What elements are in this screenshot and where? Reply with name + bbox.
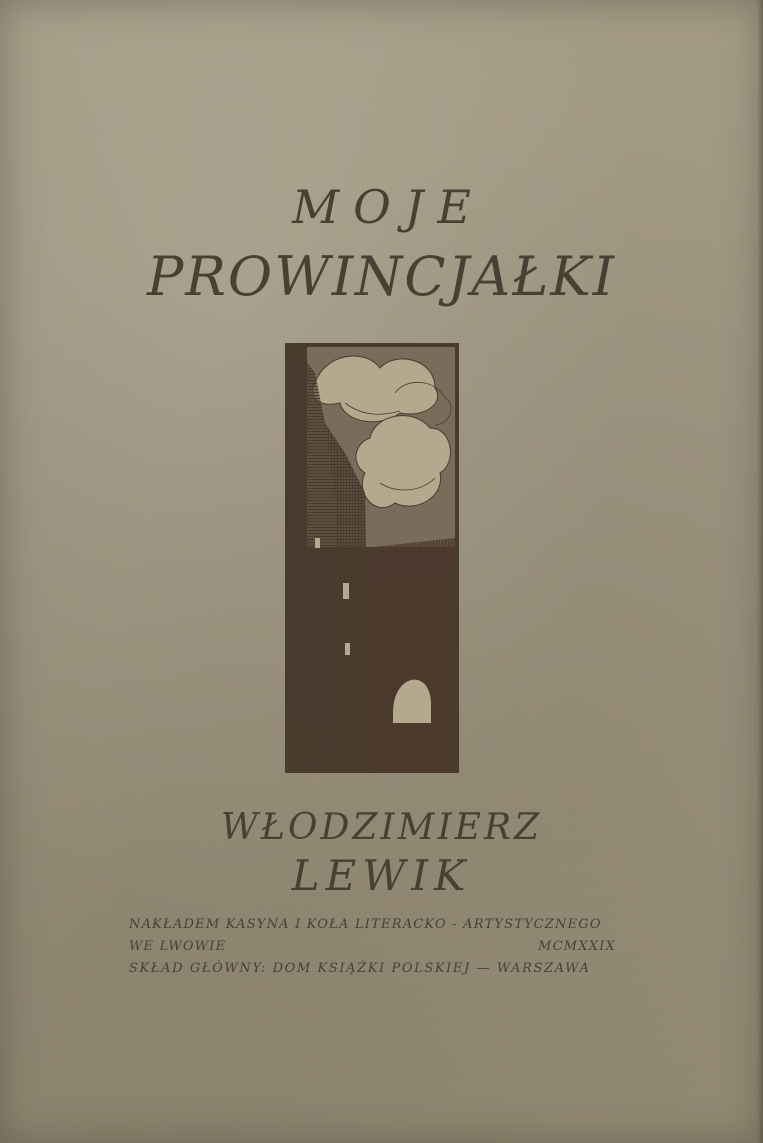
author-first-name: WŁODZIMIERZ [220, 807, 543, 848]
title-line-2: PROWINCJAŁKI [146, 245, 617, 308]
cover-edge [757, 0, 763, 1143]
title-line-1: MOJE [292, 180, 485, 234]
publisher-line: NAKŁADEM KASYNA I KOŁA LITERACKO - ARTYSTYCZNEGO [129, 917, 602, 932]
author-last-name: LEWIK [291, 851, 472, 900]
distributor-line: SKŁAD GŁÓWNY: DOM KSIĄŻKI POLSKIEJ — WARSZAWA [129, 961, 591, 976]
woodcut-tower-illustration [285, 343, 459, 773]
year-text: MCMXXIX [538, 939, 616, 954]
place-text: WE LWOWIE [129, 939, 227, 954]
place-year-line [129, 939, 616, 954]
